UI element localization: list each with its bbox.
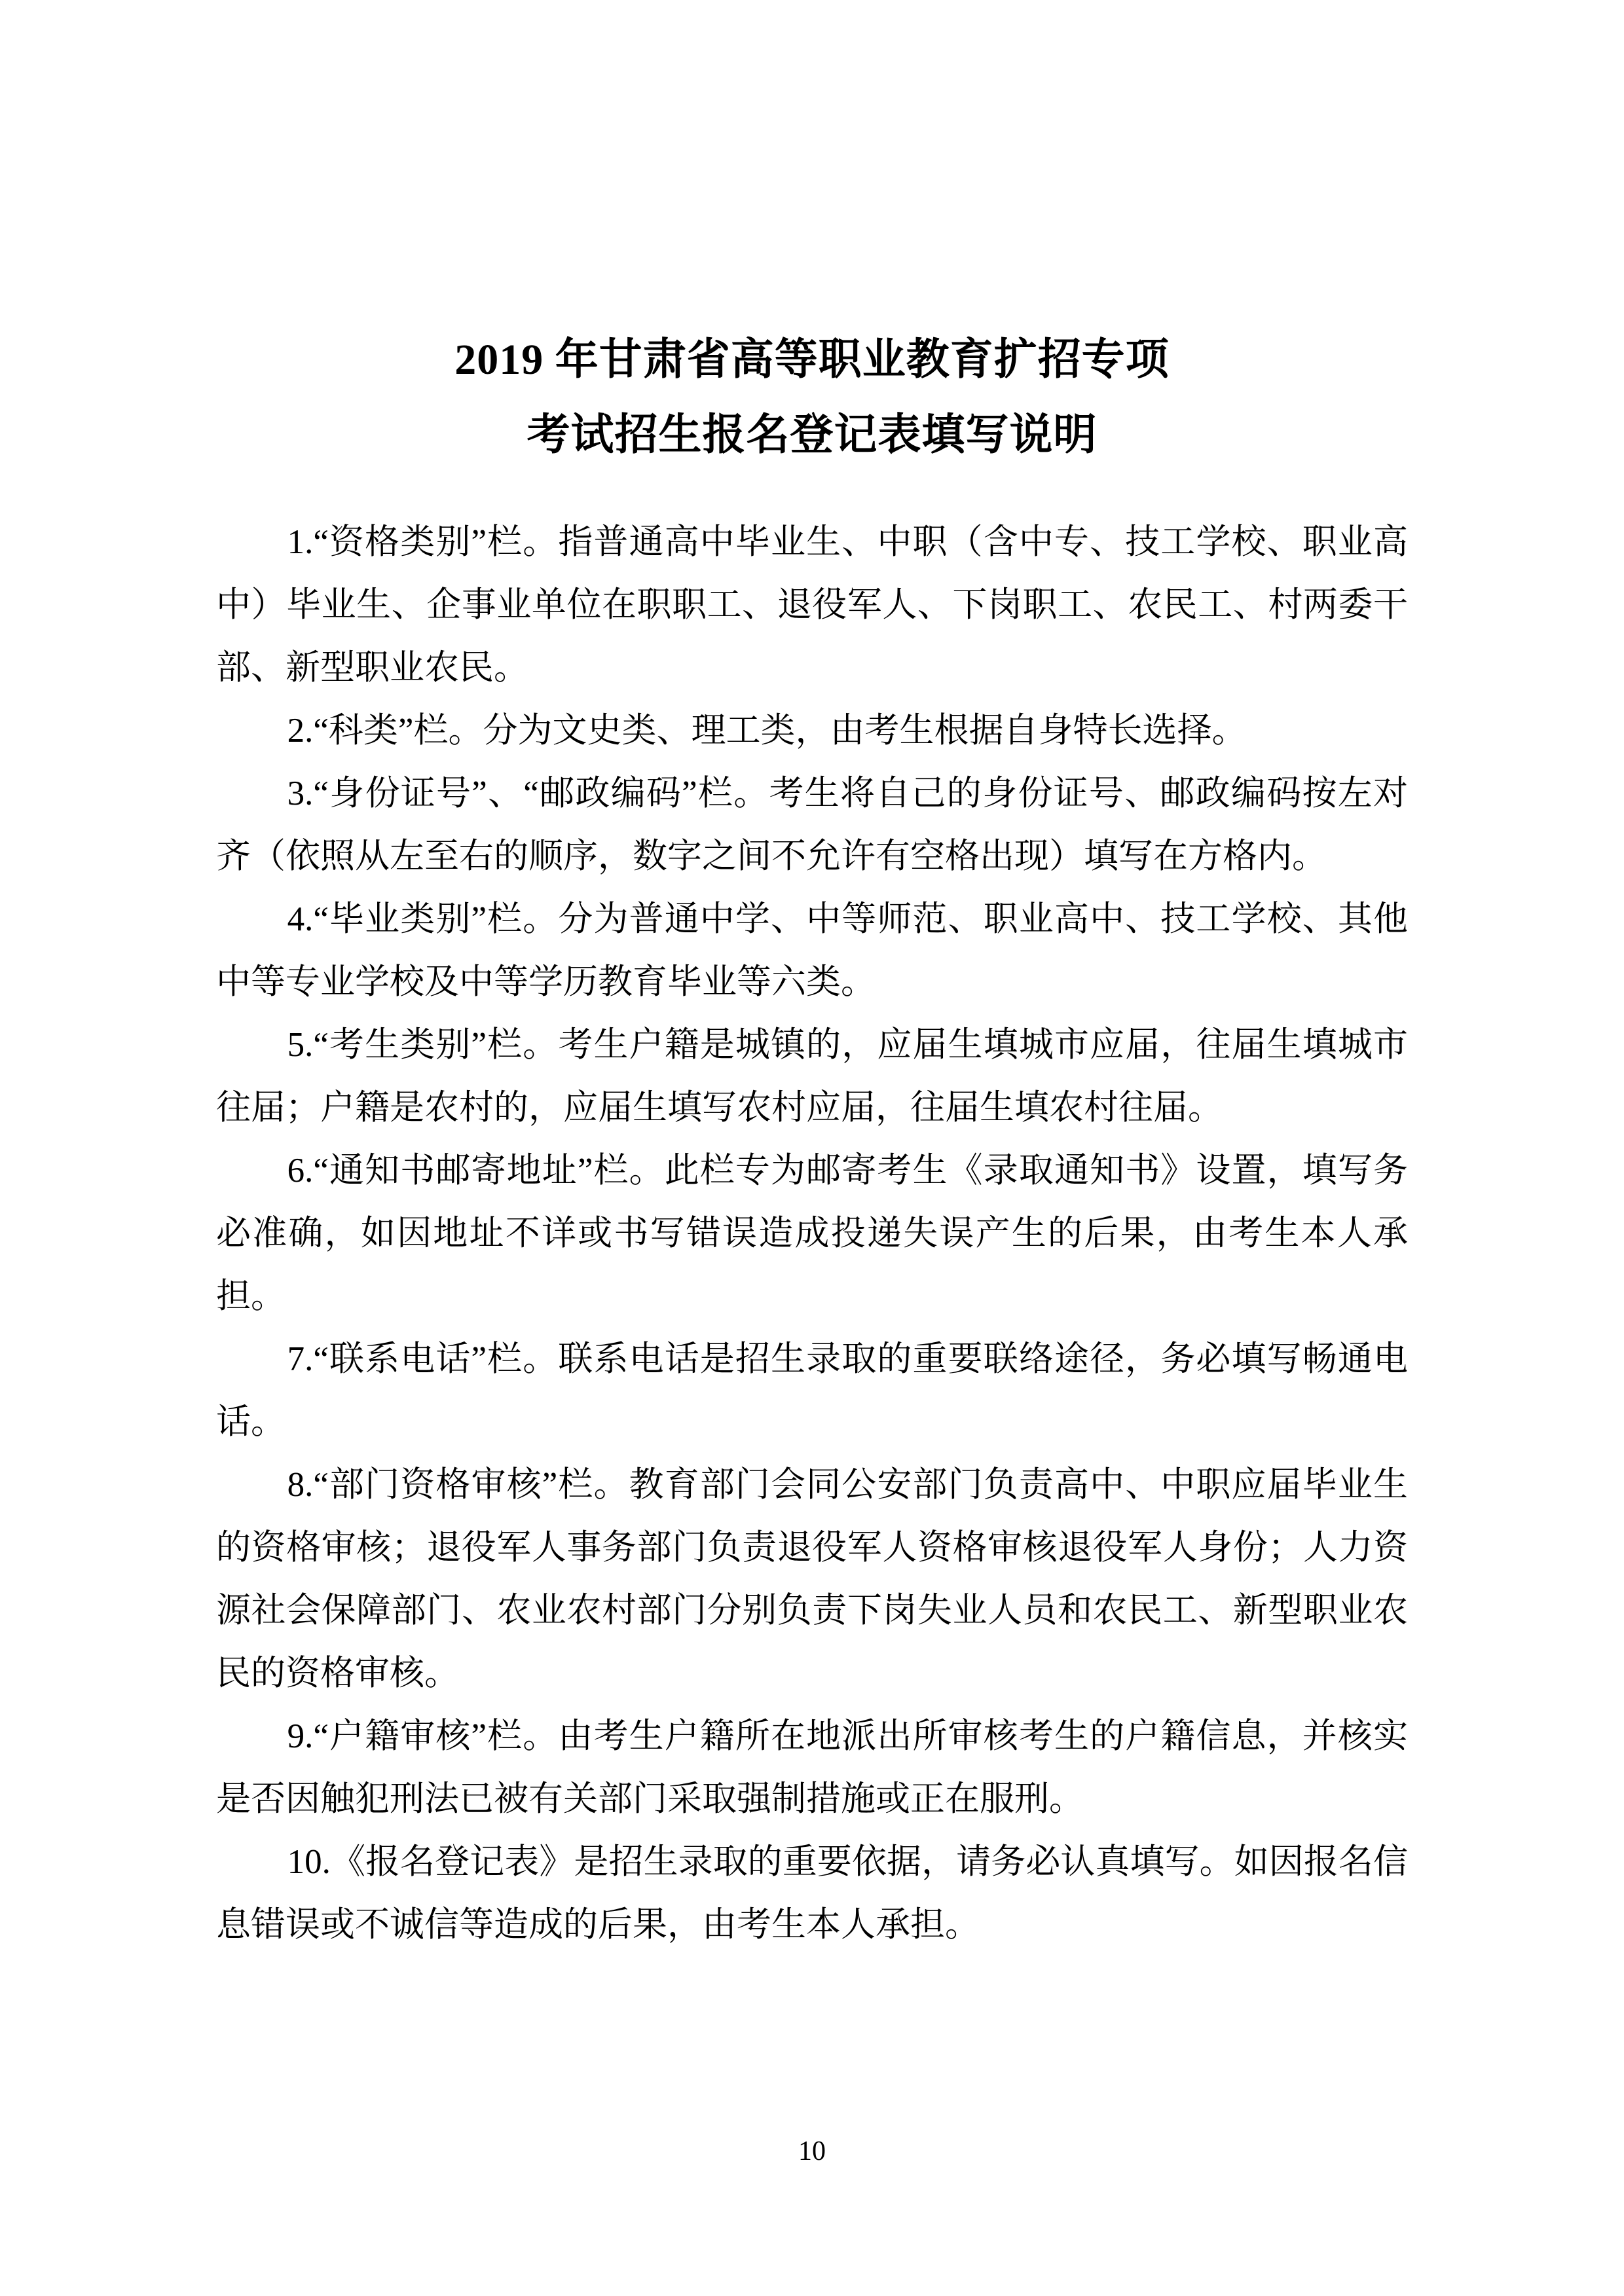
instruction-paragraph-2: 2.“科类”栏。分为文史类、理工类，由考生根据自身特长选择。 (287, 712, 1247, 750)
instruction-paragraph-5: 5.“考生类别”栏。考生户籍是城镇的，应届生填城市应届，往届生填城市往届；户籍是农村的，应届生填写农村应届，往届生填农村往届。 (216, 1026, 1408, 1127)
page-number: 10 (798, 2136, 826, 2166)
instruction-paragraph-6: 6.“通知书邮寄地址”栏。此栏专为邮寄考生《录取通知书》设置，填写务必准确，如因地址不详或书写错误造成投递失误产生的后果，由考生本人承担。 (216, 1152, 1408, 1316)
instruction-paragraph-4: 4.“毕业类别”栏。分为普通中学、中等师范、职业高中、技工学校、其他中等专业学校及中等学历教育毕业等六类。 (216, 900, 1408, 1002)
instruction-paragraph-7: 7.“联系电话”栏。联系电话是招生录取的重要联络途径，务必填写畅通电话。 (216, 1340, 1408, 1442)
instructions-list (216, 511, 1408, 1956)
instruction-paragraph-1: 1.“资格类别”栏。指普通高中毕业生、中职（含中专、技工学校、职业高中）毕业生、企事业单位在职职工、退役军人、下岗职工、农民工、村两委干部、新型职业农民。 (216, 523, 1408, 687)
document-title (216, 322, 1408, 473)
document-title-line2: 考试招生报名登记表填写说明 (526, 411, 1098, 460)
document-content (216, 293, 1408, 1956)
document-title-line1: 2019 年甘肃省高等职业教育扩招专项 (454, 336, 1170, 384)
instruction-paragraph-10: 10.《报名登记表》是招生录取的重要依据，请务必认真填写。如因报名信息错误或不诚信等造成的后果，由考生本人承担。 (216, 1843, 1408, 1944)
instruction-paragraph-8: 8.“部门资格审核”栏。教育部门会同公安部门负责高中、中职应届毕业生的资格审核；退役军人事务部门负责退役军人资格审核退役军人身份；人力资源社会保障部门、农业农村部门分别负责下岗失业人员和农民工、新型职业农民的资格审核。 (216, 1466, 1408, 1693)
instruction-paragraph-9: 9.“户籍审核”栏。由考生户籍所在地派出所审核考生的户籍信息，并核实是否因触犯刑法已被有关部门采取强制措施或正在服刑。 (216, 1717, 1408, 1819)
instruction-paragraph-3: 3.“身份证号”、“邮政编码”栏。考生将自己的身份证号、邮政编码按左对齐（依照从左至右的顺序，数字之间不允许有空格出现）填写在方格内。 (216, 774, 1408, 876)
